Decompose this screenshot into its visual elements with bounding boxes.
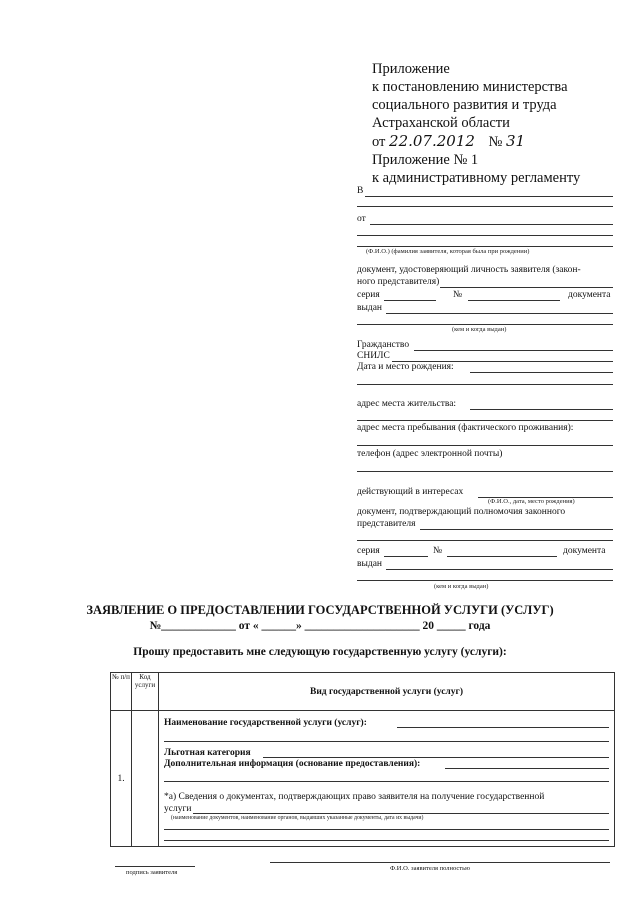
extra-info-field[interactable]: [445, 768, 609, 769]
series-field-2[interactable]: [384, 556, 428, 557]
document-label: документа: [568, 290, 611, 300]
services-table: [110, 672, 615, 847]
id-doc-label: документ, удостоверяющий личность заявителя (закон-: [357, 265, 581, 275]
document-header: [372, 60, 580, 187]
from-field[interactable]: [370, 224, 613, 225]
from-label: от: [357, 214, 366, 224]
handwritten-date: 22.07.2012: [389, 132, 475, 150]
signature-field[interactable]: [115, 866, 195, 867]
application-number-line: №_____________ от « ______» ____________________ 20 _____ года: [149, 620, 491, 632]
issued-field-2[interactable]: [357, 324, 613, 325]
rep-doc-field[interactable]: [420, 529, 613, 530]
from-field-2[interactable]: [357, 235, 613, 236]
privilege-label: Льготная категория: [164, 748, 251, 758]
header-date-line: от 22.07.2012 № 31: [372, 132, 526, 150]
row-type-cell: [159, 711, 615, 847]
rep-doc-field-2[interactable]: [357, 540, 613, 541]
birth-field[interactable]: [470, 372, 613, 373]
series-label-2: серия: [357, 546, 380, 556]
issued-label: выдан: [357, 303, 383, 313]
table-header-row: [111, 673, 615, 711]
to-field-2[interactable]: [357, 206, 613, 207]
fio-field[interactable]: [357, 246, 613, 247]
header-line: Астраханской области: [372, 115, 510, 131]
issued-field[interactable]: [386, 313, 613, 314]
number-field-2[interactable]: [447, 556, 557, 557]
request-line: Прошу предоставить мне следующую государственную услугу (услуги):: [133, 646, 507, 658]
col-code-header: Код услуги: [132, 673, 159, 711]
series-label: серия: [357, 290, 380, 300]
number-label: №: [453, 290, 463, 300]
service-name-label: Наименование государственной услуги (услуг):: [164, 718, 367, 728]
issued-field-3[interactable]: [386, 569, 613, 570]
stay-label: адрес места пребывания (фактического проживания):: [357, 423, 574, 433]
residence-field-2[interactable]: [357, 420, 613, 421]
residence-label: адрес места жительства:: [357, 399, 457, 409]
number-label-2: №: [433, 546, 443, 556]
issued-caption: (кем и когда выдан): [452, 326, 507, 333]
signature-caption: подпись заявителя: [126, 869, 178, 876]
number-field[interactable]: [468, 300, 560, 301]
header-line: к административному регламенту: [372, 170, 581, 186]
docs-field[interactable]: [193, 813, 609, 814]
docs-label: *а) Сведения о документах, подтверждающих право заявителя на получение государственной: [164, 792, 545, 802]
id-doc-label-2: ного представителя): [357, 277, 440, 287]
row-number: 1.: [111, 711, 132, 847]
handwritten-number: 31: [506, 132, 526, 150]
row-code-cell[interactable]: [132, 711, 159, 847]
extra-info-field-2[interactable]: [164, 781, 609, 782]
citizenship-field[interactable]: [414, 350, 613, 351]
col-type-header: Вид государственной услуги (услуг): [159, 673, 615, 711]
issued-label-2: выдан: [357, 559, 383, 569]
to-label: В: [357, 186, 364, 196]
applicant-fio-caption: Ф.И.О. заявителя полностью: [390, 865, 470, 872]
acting-label: действующий в интересах: [357, 487, 464, 497]
series-field[interactable]: [384, 300, 436, 301]
table-row: [111, 711, 615, 847]
issued-field-4[interactable]: [357, 580, 613, 581]
application-title: ЗАЯВЛЕНИЕ О ПРЕДОСТАВЛЕНИИ ГОСУДАРСТВЕННОЙ УСЛУГИ (УСЛУГ): [86, 603, 554, 617]
docs-label-2: услуги: [164, 804, 192, 814]
header-line: Приложение № 1: [372, 152, 479, 168]
rep-doc-label-2: представителя: [357, 519, 416, 529]
phone-field[interactable]: [357, 471, 613, 472]
document-label-2: документа: [563, 546, 606, 556]
header-line: социального развития и труда: [372, 97, 557, 113]
service-name-field[interactable]: [397, 727, 609, 728]
acting-caption: (Ф.И.О., дата, место рождения): [488, 498, 575, 505]
birth-label: Дата и место рождения:: [357, 362, 454, 372]
rep-doc-label: документ, подтверждающий полномочия законного: [357, 507, 566, 517]
header-line: к постановлению министерства: [372, 79, 568, 95]
docs-caption: (наименование документов, наименование органов, выдавших указанные документы, дата их выдачи): [171, 815, 424, 821]
col-num-header: № п/п: [111, 673, 132, 711]
applicant-fio-field[interactable]: [270, 862, 610, 863]
snils-label: СНИЛС: [357, 351, 390, 361]
phone-label: телефон (адрес электронной почты): [357, 449, 503, 459]
extra-info-label: Дополнительная информация (основание предоставления):: [164, 759, 421, 769]
fio-caption: (Ф.И.О.) (фамилия заявителя, которая была при рождении): [366, 248, 530, 255]
id-doc-field[interactable]: [440, 287, 613, 288]
header-line: Приложение: [372, 61, 450, 77]
service-name-field-2[interactable]: [164, 741, 609, 742]
docs-field-2[interactable]: [164, 829, 609, 830]
stay-field[interactable]: [357, 445, 613, 446]
residence-field[interactable]: [470, 409, 613, 410]
birth-field-2[interactable]: [357, 384, 613, 385]
to-field[interactable]: [365, 196, 613, 197]
citizenship-label: Гражданство: [357, 340, 410, 350]
issued-caption-2: (кем и когда выдан): [434, 583, 489, 590]
docs-field-3[interactable]: [164, 840, 609, 841]
